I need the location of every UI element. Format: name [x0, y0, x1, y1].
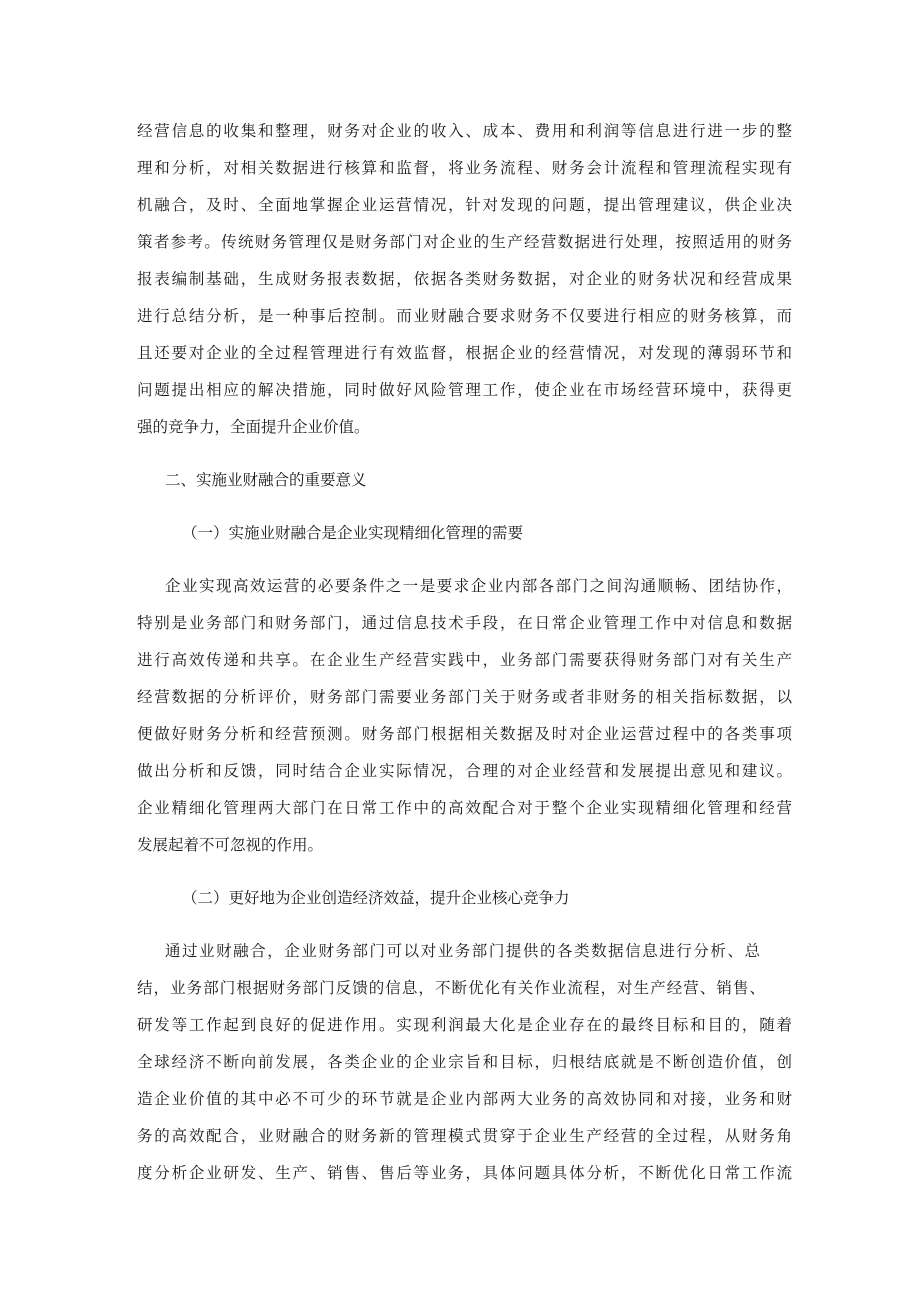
- paragraph-2-line: 做出分析和反馈，同时结合企业实际情况，合理的对企业经营和发展提出意见和建议。: [137, 762, 792, 780]
- paragraph-3-line: 度分析企业研发、生产、销售、售后等业务，具体问题具体分析，不断优化日常工作流: [137, 1164, 792, 1182]
- paragraph-1-line: 理和分析，对相关数据进行核算和监督，将业务流程、财务会计流程和管理流程实现有: [137, 159, 792, 177]
- subheading-2: （二）更好地为企业创造经济效益，提升企业核心竞争力: [182, 889, 570, 907]
- paragraph-1-line: 机融合，及时、全面地掌握企业运营情况，针对发现的问题，提出管理建议，供企业决: [137, 196, 792, 214]
- paragraph-3-line: 通过业财融合，企业财务部门可以对业务部门提供的各类数据信息进行分析、总: [165, 942, 760, 960]
- paragraph-1-line: 且还要对企业的全过程管理进行有效监督，根据企业的经营情况，对发现的薄弱环节和: [137, 344, 792, 362]
- paragraph-1-line: 强的竞争力，全面提升企业价值。: [137, 418, 370, 436]
- paragraph-1-line: 报表编制基础，生成财务报表数据，依据各类财务数据，对企业的财务状况和经营成果: [137, 270, 792, 288]
- subheading-1: （一）实施业财融合是企业实现精细化管理的需要: [182, 524, 524, 542]
- paragraph-1-line: 进行总结分析，是一种事后控制。而业财融合要求财务不仅要进行相应的财务核算，而: [137, 307, 792, 325]
- paragraph-2-line: 企业实现高效运营的必要条件之一是要求企业内部各部门之间沟通顺畅、团结协作，: [165, 577, 792, 595]
- paragraph-3-line: 研发等工作起到良好的促进作用。实现利润最大化是企业存在的最终目标和目的，随着: [137, 1016, 792, 1034]
- paragraph-2-line: 特别是业务部门和财务部门，通过信息技术手段，在日常企业管理工作中对信息和数据: [137, 614, 792, 632]
- paragraph-3-line: 务的高效配合，业财融合的财务新的管理模式贯穿于企业生产经营的全过程，从财务角: [137, 1127, 792, 1145]
- paragraph-2-line: 发展起着不可忽视的作用。: [137, 836, 324, 854]
- section-heading: 二、实施业财融合的重要意义: [165, 471, 367, 489]
- paragraph-1-line: 经营信息的收集和整理，财务对企业的收入、成本、费用和利润等信息进行进一步的整: [137, 122, 792, 140]
- paragraph-1-line: 问题提出相应的解决措施，同时做好风险管理工作，使企业在市场经营环境中，获得更: [137, 381, 792, 399]
- paragraph-3-line: 造企业价值的其中必不可少的环节就是企业内部两大业务的高效协同和对接，业务和财: [137, 1090, 792, 1108]
- paragraph-2-line: 经营数据的分析评价，财务部门需要业务部门关于财务或者非财务的相关指标数据，以: [137, 688, 792, 706]
- paragraph-1-line: 策者参考。传统财务管理仅是财务部门对企业的生产经营数据进行处理，按照适用的财务: [137, 233, 792, 251]
- paragraph-2-line: 进行高效传递和共享。在企业生产经营实践中，业务部门需要获得财务部门对有关生产: [137, 651, 792, 669]
- paragraph-3-line: 全球经济不断向前发展，各类企业的企业宗旨和目标，归根结底就是不断创造价值，创: [137, 1053, 792, 1071]
- paragraph-2-line: 企业精细化管理两大部门在日常工作中的高效配合对于整个企业实现精细化管理和经营: [137, 799, 792, 817]
- paragraph-2-line: 便做好财务分析和经营预测。财务部门根据相关数据及时对企业运营过程中的各类事项: [137, 725, 792, 743]
- paragraph-3-line: 结，业务部门根据财务部门反馈的信息，不断优化有关作业流程，对生产经营、销售、: [137, 979, 765, 997]
